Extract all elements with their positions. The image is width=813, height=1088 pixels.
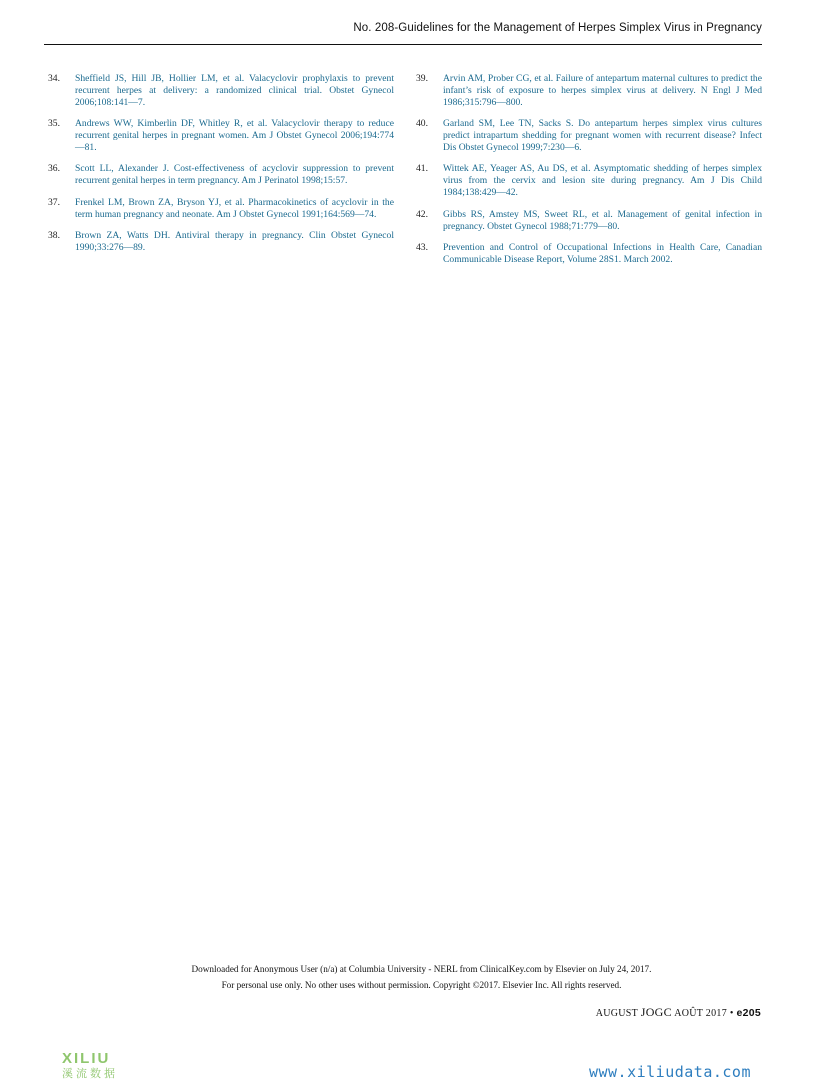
reference-item [416, 209, 762, 233]
page-footer [596, 1005, 761, 1020]
reference-link[interactable]: Garland SM, Lee TN, Sacks S. Do antepartum herpes simplex virus cultures predict intrapartum shedding for pregnant women with recurrent disease? Infect Dis Obstet Gynecol 1999;7:230—6. [443, 118, 762, 154]
download-notice: Downloaded for Anonymous User (n/a) at Columbia University - NERL from ClinicalKey.com by Elsevier on July 24, 2017. [191, 964, 652, 974]
watermark-url: www.xiliudata.com [588, 1063, 751, 1081]
reference-link[interactable]: Scott LL, Alexander J. Cost-effectiveness of acyclovir suppression to prevent recurrent genital herpes in term pregnancy. Am J Perinatol 1998;15:57. [75, 163, 394, 187]
reference-link[interactable]: Brown ZA, Watts DH. Antiviral therapy in pregnancy. Clin Obstet Gynecol 1990;33:276—89. [75, 230, 394, 253]
footer-month-en: AUGUST [595, 1008, 638, 1019]
reference-number: 42. [416, 208, 428, 220]
reference-item [48, 118, 394, 154]
page-number: e205 [736, 1007, 761, 1019]
reference-item [48, 73, 394, 109]
reference-link[interactable]: Frenkel LM, Brown ZA, Bryson YJ, et al. Pharmacokinetics of acyclovir in the term human pregnancy and neonate. Am J Obstet Gynecol 1991;164:569—74. [75, 196, 394, 220]
reference-item [48, 197, 394, 221]
footer-month-fr: AOÛT [674, 1008, 703, 1019]
watermark-logo-chinese: 溪流数据 [62, 1067, 118, 1080]
reference-link[interactable]: Sheffield JS, Hill JB, Hollier LM, et al. Valacyclovir prophylaxis to prevent recurrent herpes at delivery: a randomized clinical trial. Obstet Gynecol 2006;108:141—7. [75, 73, 394, 108]
reference-item [416, 242, 762, 266]
reference-item [416, 163, 762, 199]
reference-number: 35. [48, 118, 60, 130]
reference-number: 36. [48, 163, 60, 175]
reference-number: 40. [416, 118, 428, 130]
reference-number: 38. [48, 230, 60, 242]
reference-number: 39. [416, 73, 428, 84]
references-left-column [48, 73, 394, 263]
footer-bullet: • [729, 1008, 734, 1019]
reference-link[interactable]: Prevention and Control of Occupational Infections in Health Care, Canadian Communicable Disease Report, Volume 28S1. March 2002. [443, 241, 762, 265]
reference-item [48, 163, 394, 187]
reference-number: 43. [416, 241, 428, 253]
footer-journal: JOGC [640, 1005, 672, 1019]
header-rule [44, 44, 762, 45]
reference-item [416, 73, 762, 109]
running-header: No. 208-Guidelines for the Management of Herpes Simplex Virus in Pregnancy [353, 22, 762, 34]
reference-link[interactable]: Gibbs RS, Amstey MS, Sweet RL, et al. Management of genital infection in pregnancy. Obstet Gynecol 1988;71:779—80. [443, 208, 762, 232]
watermark-logo [62, 1050, 132, 1080]
copyright-notice: For personal use only. No other uses without permission. Copyright ©2017. Elsevier Inc. All rights reserved. [221, 980, 622, 990]
reference-number: 41. [416, 163, 428, 175]
reference-number: 34. [48, 73, 60, 84]
watermark-logo-latin: XILIU [62, 1050, 111, 1067]
reference-item [416, 118, 762, 154]
footer-year: 2017 [705, 1008, 727, 1019]
reference-item [48, 230, 394, 254]
reference-number: 37. [48, 196, 60, 208]
reference-link[interactable]: Wittek AE, Yeager AS, Au DS, et al. Asymptomatic shedding of herpes simplex virus from the cervix and lesion site during pregnancy. Am J Dis Child 1984;138:429—42. [443, 163, 762, 199]
reference-link[interactable]: Andrews WW, Kimberlin DF, Whitley R, et al. Valacyclovir therapy to reduce recurrent genital herpes in pregnant women. Am J Obstet Gynecol 2006;194:774—81. [75, 118, 394, 154]
reference-link[interactable]: Arvin AM, Prober CG, et al. Failure of antepartum maternal cultures to predict the infant’s risk of exposure to herpes simplex virus at delivery. N Engl J Med 1986;315:796—800. [443, 73, 762, 108]
references-right-column [416, 73, 762, 275]
